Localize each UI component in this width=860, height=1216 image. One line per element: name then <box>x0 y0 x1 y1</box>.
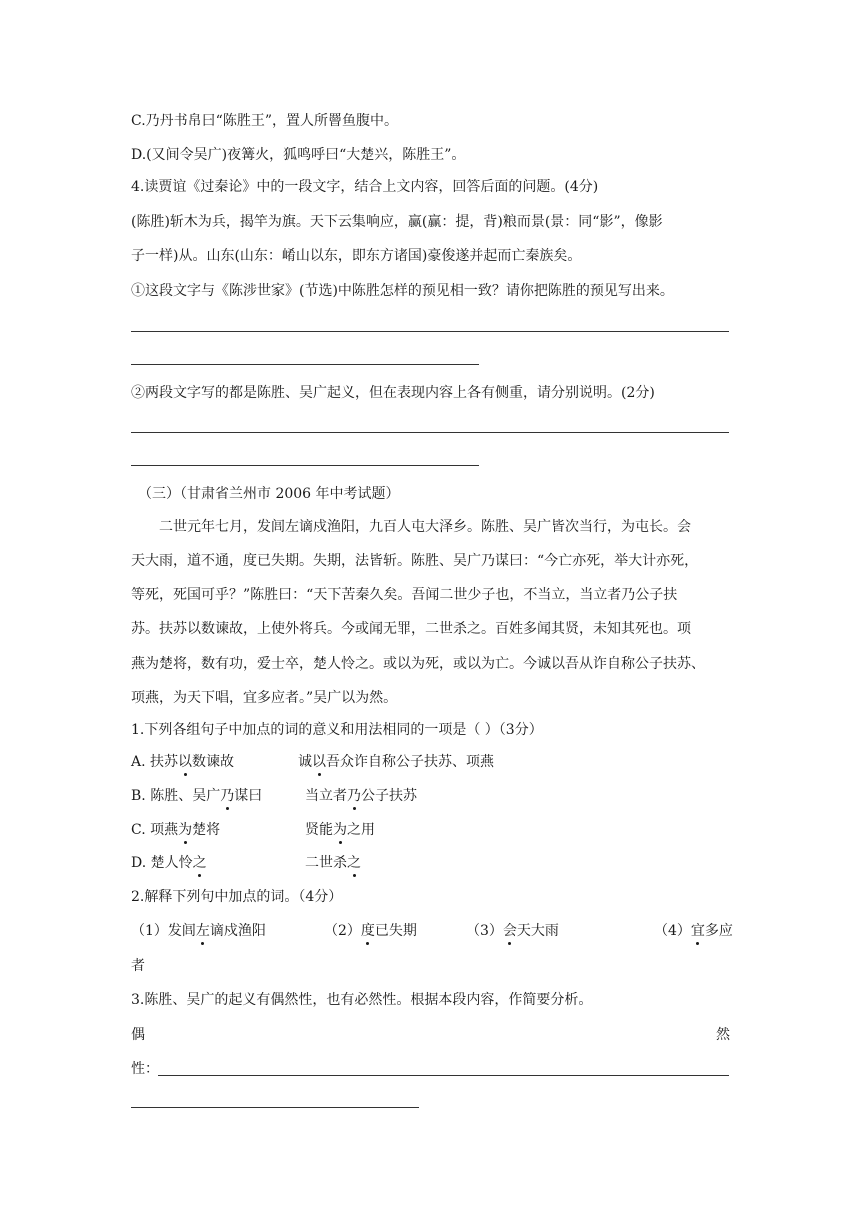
paragraph-line: 二世元年七月，发闾左谪戍渔阳，九百人屯大泽乡。陈胜、吴广皆次当行，为屯长。会 <box>159 519 691 535</box>
question-2-title: 2.解释下列句中加点的词。（4分） <box>131 889 343 905</box>
section-3-header: （三）（甘肃省兰州市 2006 年中考试题） <box>138 486 400 502</box>
dotted-word: 乃 <box>347 788 361 804</box>
paragraph-line: 项燕，为天下唱，宜多应者。”吴广以为然。 <box>131 690 398 706</box>
q3-left-char: 偶 <box>131 1027 145 1043</box>
paragraph-line: 苏。扶苏以数谏故，上使外将兵。今或闻无罪，二世杀之。百姓多闻其贤，未知其死也。项 <box>131 621 691 637</box>
option-b: B. 陈胜、吴广乃谋曰 <box>131 788 263 804</box>
dotted-word: 左 <box>195 923 210 939</box>
dotted-word: 以 <box>178 754 193 770</box>
dotted-word: 以 <box>312 754 326 770</box>
paragraph-line: 天大雨，道不通，度已失期。失期，法皆斩。陈胜、吴广乃谋曰：“今亡亦死，举大计亦死， <box>131 553 699 569</box>
option-c: C.乃丹书帛曰“陈胜王”，置人所罾鱼腹中。 <box>131 113 398 129</box>
dotted-word: 会 <box>502 923 517 939</box>
option-d-pair: 二世杀之 <box>305 855 361 871</box>
option-d: D.(又间令吴广)夜篝火，狐鸣呼曰“大楚兴，陈胜王”。 <box>131 147 466 163</box>
answer-line[interactable] <box>131 432 729 433</box>
dotted-word: 为 <box>333 822 347 838</box>
answer-line[interactable] <box>131 331 729 332</box>
answer-line[interactable] <box>131 1107 419 1108</box>
q3-label: 性： <box>131 1061 159 1077</box>
paragraph-line: 等死，死国可乎？”陈胜曰：“天下苦秦久矣。吾闻二世少子也，不当立，当立者乃公子扶 <box>131 587 678 603</box>
question-1-title: 1.下列各组句子中加点的词的意义和用法相同的一项是（ ）（3分） <box>131 722 543 738</box>
q2-item-3: （3）会天大雨 <box>466 923 559 939</box>
q2-item-4: （4）宜多应 <box>654 923 733 939</box>
dotted-word: 之 <box>192 855 207 871</box>
question-4-sub-2: ②两段文字写的都是陈胜、吴广起义，但在表现内容上各有侧重，请分别说明。(2分) <box>131 385 655 401</box>
answer-line[interactable] <box>131 465 479 466</box>
dotted-word: 之 <box>347 855 361 871</box>
q3-right-char: 然 <box>716 1027 730 1043</box>
answer-line[interactable] <box>131 364 479 365</box>
question-4-sub-1: ①这段文字与《陈涉世家》(节选)中陈胜怎样的预见相一致？请你把陈胜的预见写出来。 <box>131 283 674 299</box>
option-c-pair: 贤能为之用 <box>305 822 375 838</box>
q2-item-1: （1）发闾左谪戍渔阳 <box>131 923 266 939</box>
dotted-word: 度 <box>360 923 375 939</box>
option-c: C. 项燕为楚将 <box>131 822 221 838</box>
answer-line[interactable] <box>158 1075 729 1076</box>
option-d: D. 楚人怜之 <box>131 855 207 871</box>
dotted-word: 为 <box>178 822 193 838</box>
q2-item-2: （2）度已失期 <box>324 923 417 939</box>
option-a-pair: 诚以吾众诈自称公子扶苏、项燕 <box>298 754 494 770</box>
passage-line-1: (陈胜)斩木为兵，揭竿为旗。天下云集响应，赢(赢：提，背)粮而景(景：同“影”，像影 <box>131 214 663 230</box>
dotted-word: 乃 <box>220 788 235 804</box>
paragraph-line: 燕为楚将，数有功，爱士卒，楚人怜之。或以为死，或以为亡。今诚以吾从诈自称公子扶苏、 <box>131 656 705 672</box>
dotted-word: 宜 <box>690 923 705 939</box>
question-3-title: 3.陈胜、吴广的起义有偶然性，也有必然性。根据本段内容，作简要分析。 <box>131 992 593 1008</box>
q2-wrap: 者 <box>131 958 145 974</box>
passage-line-2: 子一样)从。山东(山东：崤山以东，即东方诸国)豪俊遂并起而亡秦族矣。 <box>131 248 582 264</box>
option-b-pair: 当立者乃公子扶苏 <box>305 788 417 804</box>
option-a: A. 扶苏以数谏故 <box>131 754 235 770</box>
question-4-title: 4.读贾谊《过秦论》中的一段文字，结合上文内容，回答后面的问题。(4分) <box>131 179 599 195</box>
